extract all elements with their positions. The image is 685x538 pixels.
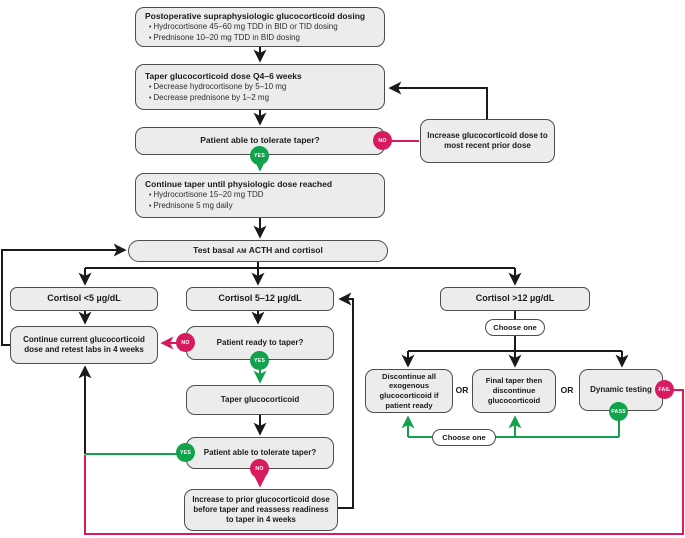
bullet-item: • Decrease hydrocortisone by 5–10 mg bbox=[145, 82, 376, 93]
badge-yes-3: YES bbox=[176, 443, 195, 462]
box-increase-prior-dose bbox=[184, 489, 338, 531]
box-title: Patient able to tolerate taper? bbox=[200, 135, 320, 146]
choose-one-pill-top: Choose one bbox=[485, 319, 545, 336]
bullet-item: • Hydrocortisone 45–60 mg TDD in BID or TID dosing bbox=[145, 22, 376, 33]
badge-no-1: NO bbox=[373, 131, 392, 150]
box-title: Postoperative supraphysiologic glucocorticoid dosing bbox=[145, 10, 366, 21]
choose-one-pill-bottom: Choose one bbox=[432, 429, 496, 446]
box-title: Discontinue all exogenous glucocorticoid if patient ready bbox=[379, 371, 439, 410]
box-cortisol-high bbox=[440, 287, 590, 311]
box-title: Increase to prior glucocorticoid dose before taper and reassess readiness to taper in 4 weeks bbox=[192, 494, 330, 525]
bullet-item: • Decrease prednisone by 1–2 mg bbox=[145, 93, 376, 104]
box-postop-dosing bbox=[135, 7, 385, 47]
box-title: Patient ready to taper? bbox=[216, 337, 304, 347]
box-title: Continue taper until physiologic dose reached bbox=[145, 179, 333, 190]
badge-yes-2: YES bbox=[250, 351, 269, 370]
box-title: Taper glucocorticoid bbox=[220, 394, 300, 404]
box-title: Increase glucocorticoid dose to most recent prior dose bbox=[427, 130, 548, 150]
badge-fail: FAIL bbox=[655, 380, 674, 399]
box-final-taper bbox=[472, 369, 556, 413]
box-continue-current-dose bbox=[10, 326, 158, 364]
box-taper-schedule bbox=[135, 64, 385, 110]
badge-pass: PASS bbox=[609, 402, 628, 421]
box-title: Taper glucocorticoid dose Q4–6 weeks bbox=[145, 70, 302, 81]
box-test-basal bbox=[128, 240, 388, 262]
box-title: Test basal AM ACTH and cortisol bbox=[193, 245, 323, 256]
box-title: Cortisol <5 µg/dL bbox=[47, 293, 121, 304]
box-taper-glucocorticoid bbox=[186, 385, 334, 415]
badge-no-3: NO bbox=[250, 459, 269, 478]
box-title: Continue current glucocorticoid dose and retest labs in 4 weeks bbox=[23, 334, 145, 354]
box-cortisol-low bbox=[10, 287, 158, 311]
or-label-1: OR bbox=[455, 385, 469, 395]
bullet-item: • Prednisone 5 mg daily bbox=[145, 201, 376, 212]
box-discontinue-all bbox=[365, 369, 453, 413]
badge-no-2: NO bbox=[176, 333, 195, 352]
bullet-item: • Prednisone 10–20 mg TDD in BID dosing bbox=[145, 33, 376, 44]
bullet-item: • Hydrocortisone 15–20 mg TDD bbox=[145, 190, 376, 201]
box-continue-taper bbox=[135, 173, 385, 218]
box-increase-recent-dose bbox=[420, 119, 555, 163]
box-title: Dynamic testing bbox=[590, 384, 652, 394]
or-label-2: OR bbox=[560, 385, 574, 395]
box-title: Patient able to tolerate taper? bbox=[203, 447, 317, 457]
smallcaps-am: AM bbox=[236, 248, 247, 256]
box-cortisol-mid bbox=[186, 287, 334, 311]
badge-yes-1: YES bbox=[250, 146, 269, 165]
box-title: Cortisol 5–12 µg/dL bbox=[218, 293, 302, 304]
box-title: Final taper then discontinue glucocorticoid bbox=[485, 376, 543, 405]
box-title: Cortisol >12 µg/dL bbox=[475, 293, 555, 304]
